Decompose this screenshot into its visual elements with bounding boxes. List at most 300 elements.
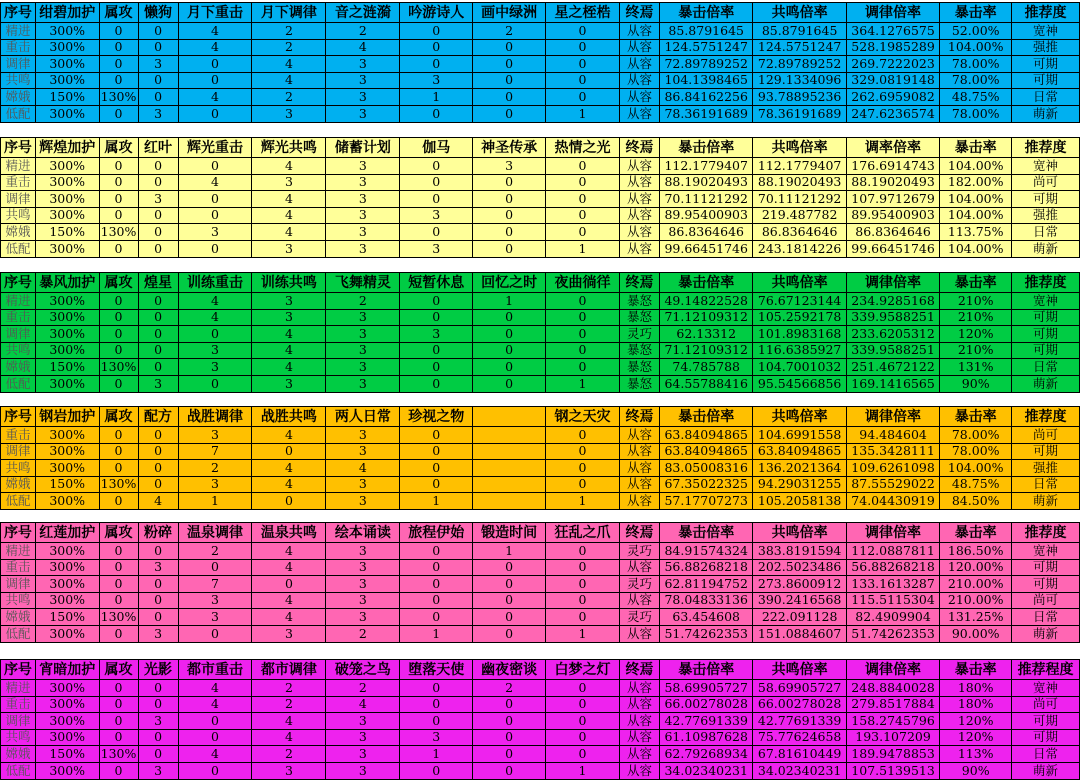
table-cell: 300% [35, 56, 99, 73]
table-cell: 112.1779407 [753, 158, 846, 175]
table-cell: 300% [35, 207, 99, 224]
table-cell: 3 [326, 476, 400, 493]
table-cell: 150% [35, 476, 99, 493]
table-cell: 0 [138, 158, 178, 175]
header-cell: 神圣传承 [473, 138, 546, 158]
header-cell: 序号 [1, 407, 36, 427]
table-cell: 105.2592178 [753, 309, 846, 326]
table-cell: 0 [99, 559, 138, 576]
table-cell: 56.88268218 [660, 559, 753, 576]
table-cell: 300% [35, 443, 99, 460]
build-table [0, 406, 1080, 510]
table-cell: 115.5115304 [846, 592, 939, 609]
header-cell: 调律倍率 [846, 407, 939, 427]
table-cell: 3 [326, 224, 400, 241]
table-cell: 0 [473, 72, 546, 89]
table-cell: 89.95400903 [846, 207, 939, 224]
table-cell [473, 460, 546, 477]
table-cell: 从容 [619, 191, 659, 208]
table-cell: 169.1416565 [846, 375, 939, 392]
table-cell: 107.5139513 [846, 762, 939, 779]
table-cell: 0 [546, 460, 620, 477]
table-cell: 243.1814226 [753, 240, 846, 257]
table-cell: 强推 [1012, 207, 1080, 224]
header-cell: 终焉 [619, 660, 659, 680]
table-cell: 从容 [619, 427, 659, 444]
table-cell: 从容 [619, 746, 659, 763]
table-cell: 300% [35, 625, 99, 642]
table-cell [473, 427, 546, 444]
table-cell: 0 [99, 493, 138, 510]
table-cell: 116.6385927 [753, 342, 846, 359]
table-cell: 48.75% [940, 89, 1012, 106]
table-cell: 0 [473, 609, 546, 626]
table-cell: 3 [326, 713, 400, 730]
table-cell: 0 [546, 174, 620, 191]
table-cell: 3 [326, 72, 400, 89]
table-cell: 3 [326, 375, 400, 392]
table-cell: 0 [400, 713, 473, 730]
table-cell: 78.00% [940, 72, 1012, 89]
table-row [1, 609, 1080, 626]
table-cell: 0 [138, 89, 178, 106]
table-cell: 4 [252, 342, 326, 359]
header-cell: 共鸣倍率 [753, 407, 846, 427]
table-cell: 210% [940, 309, 1012, 326]
table-cell: 从容 [619, 23, 659, 40]
table-cell: 300% [35, 543, 99, 560]
table-cell: 萌新 [1012, 493, 1080, 510]
table-cell: 0 [473, 375, 546, 392]
table-cell: 130% [100, 358, 137, 374]
table-cell: 300% [35, 460, 99, 477]
table-cell: 0 [546, 359, 620, 376]
table-cell: 0 [400, 592, 473, 609]
row-label: 嫦娥 [1, 476, 36, 493]
table-cell: 0 [546, 609, 620, 626]
header-cell: 画中绿洲 [473, 3, 546, 23]
row-label: 调律 [1, 443, 36, 460]
header-cell: 属攻 [99, 407, 138, 427]
table-cell: 3 [326, 105, 400, 122]
table-cell: 0 [99, 625, 138, 642]
table-cell: 0 [400, 427, 473, 444]
table-cell: 0 [473, 224, 546, 241]
table-cell: 可期 [1012, 56, 1080, 73]
table-cell: 233.6205312 [846, 326, 939, 343]
row-label: 重击 [1, 559, 36, 576]
table-cell: 0 [138, 174, 178, 191]
table-cell: 210.00% [940, 592, 1012, 609]
table-cell: 0 [99, 326, 138, 343]
table-cell: 0 [400, 309, 473, 326]
table-cell: 300% [35, 375, 99, 392]
row-label: 调律 [1, 191, 36, 208]
table-cell: 4 [252, 158, 326, 175]
table-cell: 从容 [619, 696, 659, 713]
table-cell: 0 [99, 158, 138, 175]
row-label: 低配 [1, 625, 36, 642]
table-cell: 0 [400, 476, 473, 493]
table-cell: 99.66451746 [660, 240, 753, 257]
table-cell: 从容 [619, 72, 659, 89]
table-cell [473, 493, 546, 510]
table-cell: 300% [35, 713, 99, 730]
table-cell: 0 [400, 359, 473, 376]
table-cell: 3 [326, 89, 400, 106]
table-cell: 宽神 [1012, 680, 1080, 697]
header-cell: 光影 [138, 660, 178, 680]
table-cell: 0 [546, 224, 620, 241]
header-cell: 绀碧加护 [35, 3, 99, 23]
table-cell: 灵巧 [619, 326, 659, 343]
table-cell: 4 [252, 359, 326, 376]
table-cell: 0 [546, 72, 620, 89]
table-cell: 0 [252, 493, 326, 510]
header-cell: 终焉 [619, 138, 659, 158]
header-cell: 序号 [1, 138, 36, 158]
row-label: 低配 [1, 493, 36, 510]
table-cell: 4 [178, 696, 252, 713]
table-cell: 3 [326, 309, 400, 326]
table-row [1, 543, 1080, 560]
table-cell: 105.2058138 [753, 493, 846, 510]
table-cell: 0 [178, 375, 252, 392]
table-cell: 150% [35, 746, 99, 763]
table-cell: 85.8791645 [660, 23, 753, 40]
table-cell: 0 [400, 375, 473, 392]
table-cell: 0 [178, 56, 252, 73]
table-cell: 从容 [619, 680, 659, 697]
table-cell: 113% [940, 746, 1012, 763]
table-cell: 0 [546, 427, 620, 444]
table-cell: 萌新 [1012, 625, 1080, 642]
table-cell: 3 [178, 359, 252, 376]
table-cell: 180% [940, 680, 1012, 697]
header-cell: 共鸣倍率 [753, 660, 846, 680]
header-cell: 序号 [1, 660, 36, 680]
table-cell: 66.00278028 [660, 696, 753, 713]
table-cell: 86.8364646 [846, 224, 939, 241]
table-cell: 104.00% [940, 191, 1012, 208]
table-row [1, 89, 1080, 106]
table-cell: 0 [546, 293, 620, 310]
table-cell: 4 [178, 39, 252, 56]
table-cell: 3 [252, 375, 326, 392]
table-cell: 300% [35, 191, 99, 208]
table-cell: 0 [178, 72, 252, 89]
table-cell: 尚可 [1012, 427, 1080, 444]
table-row [1, 696, 1080, 713]
row-label: 精进 [1, 293, 36, 310]
table-cell: 84.50% [940, 493, 1012, 510]
table-cell: 339.9588251 [846, 309, 939, 326]
table-cell: 210% [940, 342, 1012, 359]
table-cell: 0 [99, 174, 138, 191]
table-cell: 0 [400, 680, 473, 697]
table-cell: 2 [473, 23, 546, 40]
table-cell: 0 [400, 696, 473, 713]
table-cell: 89.95400903 [660, 207, 753, 224]
row-label: 低配 [1, 240, 36, 257]
table-cell: 0 [400, 543, 473, 560]
header-row [1, 138, 1080, 158]
header-cell: 暴击率 [940, 3, 1012, 23]
header-cell: 推荐度 [1012, 138, 1080, 158]
table-cell: 0 [138, 443, 178, 460]
table-cell: 3 [178, 342, 252, 359]
table-cell: 0 [138, 326, 178, 343]
table-cell: 4 [178, 680, 252, 697]
table-cell: 从容 [619, 729, 659, 746]
table-cell: 0 [138, 359, 178, 376]
table-cell: 尚可 [1012, 174, 1080, 191]
table-cell: 0 [99, 592, 138, 609]
table-cell: 2 [473, 680, 546, 697]
table-cell: 90.00% [940, 625, 1012, 642]
table-cell: 从容 [619, 493, 659, 510]
header-cell: 星之桎梏 [546, 3, 620, 23]
header-cell: 音之涟漪 [326, 3, 400, 23]
table-cell: 0 [138, 543, 178, 560]
table-cell: 日常 [1012, 224, 1080, 241]
table-cell: 0 [99, 729, 138, 746]
table-cell: 300% [35, 762, 99, 779]
table-row [1, 326, 1080, 343]
table-cell: 251.4672122 [846, 359, 939, 376]
build-table [0, 659, 1080, 780]
table-cell: 90% [940, 762, 1012, 779]
header-cell: 辉煌加护 [35, 138, 99, 158]
table-cell: 130% [100, 745, 137, 761]
table-cell: 0 [400, 762, 473, 779]
header-row [1, 660, 1080, 680]
table-cell: 0 [138, 746, 178, 763]
table-cell: 124.5751247 [753, 39, 846, 56]
table-cell: 3 [326, 762, 400, 779]
table-cell: 0 [473, 207, 546, 224]
table-row [1, 375, 1080, 392]
table-cell: 0 [546, 713, 620, 730]
table-cell: 3 [326, 427, 400, 444]
header-row [1, 407, 1080, 427]
table-cell: 日常 [1012, 476, 1080, 493]
header-cell: 推荐度 [1012, 3, 1080, 23]
table-cell: 0 [138, 680, 178, 697]
table-cell: 0 [400, 191, 473, 208]
table-cell: 56.88268218 [846, 559, 939, 576]
table-cell: 300% [35, 493, 99, 510]
table-cell: 329.0819148 [846, 72, 939, 89]
table-cell: 0 [178, 559, 252, 576]
table-cell: 61.10987628 [660, 729, 753, 746]
table-cell: 3 [326, 493, 400, 510]
table-cell: 0 [99, 23, 138, 40]
table-cell: 4 [326, 696, 400, 713]
table-cell: 宽神 [1012, 23, 1080, 40]
table-cell: 从容 [619, 158, 659, 175]
table-cell: 0 [99, 762, 138, 779]
table-cell: 86.84162256 [660, 89, 753, 106]
table-cell: 94.29031255 [753, 476, 846, 493]
table-cell: 0 [138, 609, 178, 626]
table-cell: 0 [400, 224, 473, 241]
table-cell: 萌新 [1012, 375, 1080, 392]
table-cell: 219.487782 [753, 207, 846, 224]
table-cell: 4 [326, 39, 400, 56]
header-cell: 属攻 [99, 660, 138, 680]
table-cell: 63.84094865 [660, 427, 753, 444]
table-cell: 104.00% [940, 240, 1012, 257]
table-cell: 1 [178, 493, 252, 510]
table-cell: 150% [35, 89, 99, 106]
row-label: 共鸣 [1, 207, 36, 224]
table-cell: 0 [546, 559, 620, 576]
table-cell: 从容 [619, 39, 659, 56]
table-cell: 可期 [1012, 559, 1080, 576]
table-cell: 0 [178, 762, 252, 779]
table-cell: 可期 [1012, 309, 1080, 326]
build-table [0, 522, 1080, 643]
table-cell: 0 [473, 342, 546, 359]
table-cell: 4 [252, 56, 326, 73]
table-cell: 300% [35, 427, 99, 444]
table-cell: 90% [940, 375, 1012, 392]
table-cell: 从容 [619, 625, 659, 642]
header-cell: 狂乱之爪 [546, 523, 620, 543]
table-cell: 3 [138, 762, 178, 779]
table-cell: 0 [400, 559, 473, 576]
header-cell: 热情之光 [546, 138, 620, 158]
table-cell: 86.8364646 [753, 224, 846, 241]
table-cell: 0 [473, 309, 546, 326]
header-cell: 锻造时间 [473, 523, 546, 543]
table-cell: 279.8517884 [846, 696, 939, 713]
table-cell: 0 [99, 309, 138, 326]
table-cell: 339.9588251 [846, 342, 939, 359]
header-cell: 训练共鸣 [252, 273, 326, 293]
table-cell: 1 [546, 762, 620, 779]
table-cell: 0 [178, 713, 252, 730]
table-cell: 67.81610449 [753, 746, 846, 763]
table-cell: 日常 [1012, 746, 1080, 763]
table-cell: 萌新 [1012, 762, 1080, 779]
table-cell: 1 [546, 625, 620, 642]
table-cell: 4 [252, 729, 326, 746]
table-cell: 300% [35, 342, 99, 359]
table-cell: 可期 [1012, 713, 1080, 730]
table-cell: 宽神 [1012, 293, 1080, 310]
table-cell: 0 [473, 729, 546, 746]
table-cell: 104.6991558 [753, 427, 846, 444]
header-cell: 共鸣倍率 [753, 523, 846, 543]
table-cell: 78.00% [940, 443, 1012, 460]
table-cell: 0 [546, 696, 620, 713]
table-cell: 124.5751247 [660, 39, 753, 56]
header-cell: 伽马 [400, 138, 473, 158]
table-cell: 78.36191689 [753, 105, 846, 122]
table-cell: 0 [178, 729, 252, 746]
table-cell: 从容 [619, 56, 659, 73]
header-cell: 红叶 [138, 138, 178, 158]
table-block [0, 137, 1080, 258]
header-cell: 属攻 [99, 138, 138, 158]
header-cell: 推荐度 [1012, 273, 1080, 293]
table-cell: 0 [138, 207, 178, 224]
table-cell: 70.11121292 [753, 191, 846, 208]
header-cell: 回忆之时 [473, 273, 546, 293]
table-cell: 113.75% [940, 224, 1012, 241]
table-cell: 3 [326, 443, 400, 460]
table-cell: 58.69905727 [753, 680, 846, 697]
table-cell: 0 [473, 191, 546, 208]
table-cell: 2 [252, 746, 326, 763]
table-cell: 0 [473, 89, 546, 106]
table-cell: 78.00% [940, 56, 1012, 73]
table-cell: 4 [252, 207, 326, 224]
table-cell: 234.9285168 [846, 293, 939, 310]
table-cell: 4 [252, 559, 326, 576]
table-cell: 300% [35, 559, 99, 576]
table-cell: 78.36191689 [660, 105, 753, 122]
table-cell: 0 [546, 746, 620, 763]
table-cell: 0 [546, 342, 620, 359]
table-block [0, 522, 1080, 643]
table-cell: 0 [546, 443, 620, 460]
table-cell: 3 [400, 240, 473, 257]
header-cell [473, 407, 546, 427]
header-cell: 吟游诗人 [400, 3, 473, 23]
table-block [0, 2, 1080, 123]
table-cell: 82.4909904 [846, 609, 939, 626]
table-row [1, 309, 1080, 326]
table-cell: 0 [400, 609, 473, 626]
table-cell: 1 [400, 493, 473, 510]
table-cell: 4 [252, 72, 326, 89]
table-cell: 0 [400, 342, 473, 359]
table-cell: 0 [546, 89, 620, 106]
table-row [1, 105, 1080, 122]
header-cell: 暴击率 [940, 138, 1012, 158]
header-cell: 温泉调律 [178, 523, 252, 543]
table-cell: 2 [252, 680, 326, 697]
header-cell: 暴击倍率 [660, 138, 753, 158]
table-cell: 0 [138, 696, 178, 713]
header-cell: 终焉 [619, 273, 659, 293]
table-cell: 3 [326, 174, 400, 191]
row-label: 共鸣 [1, 342, 36, 359]
table-cell: 可期 [1012, 443, 1080, 460]
header-cell: 调律倍率 [846, 660, 939, 680]
table-cell: 300% [35, 576, 99, 593]
table-cell: 390.2416568 [753, 592, 846, 609]
table-row [1, 293, 1080, 310]
table-cell: 99.66451746 [846, 240, 939, 257]
table-cell: 尚可 [1012, 592, 1080, 609]
table-cell: 2 [326, 625, 400, 642]
table-cell: 从容 [619, 224, 659, 241]
table-cell: 3 [252, 762, 326, 779]
table-cell: 3 [400, 207, 473, 224]
table-cell: 2 [326, 23, 400, 40]
table-cell: 1 [546, 240, 620, 257]
header-cell: 白梦之灯 [546, 660, 620, 680]
row-label: 重击 [1, 427, 36, 444]
table-cell: 1 [546, 105, 620, 122]
table-cell: 63.454608 [660, 609, 753, 626]
table-cell: 0 [178, 326, 252, 343]
table-cell: 可期 [1012, 72, 1080, 89]
